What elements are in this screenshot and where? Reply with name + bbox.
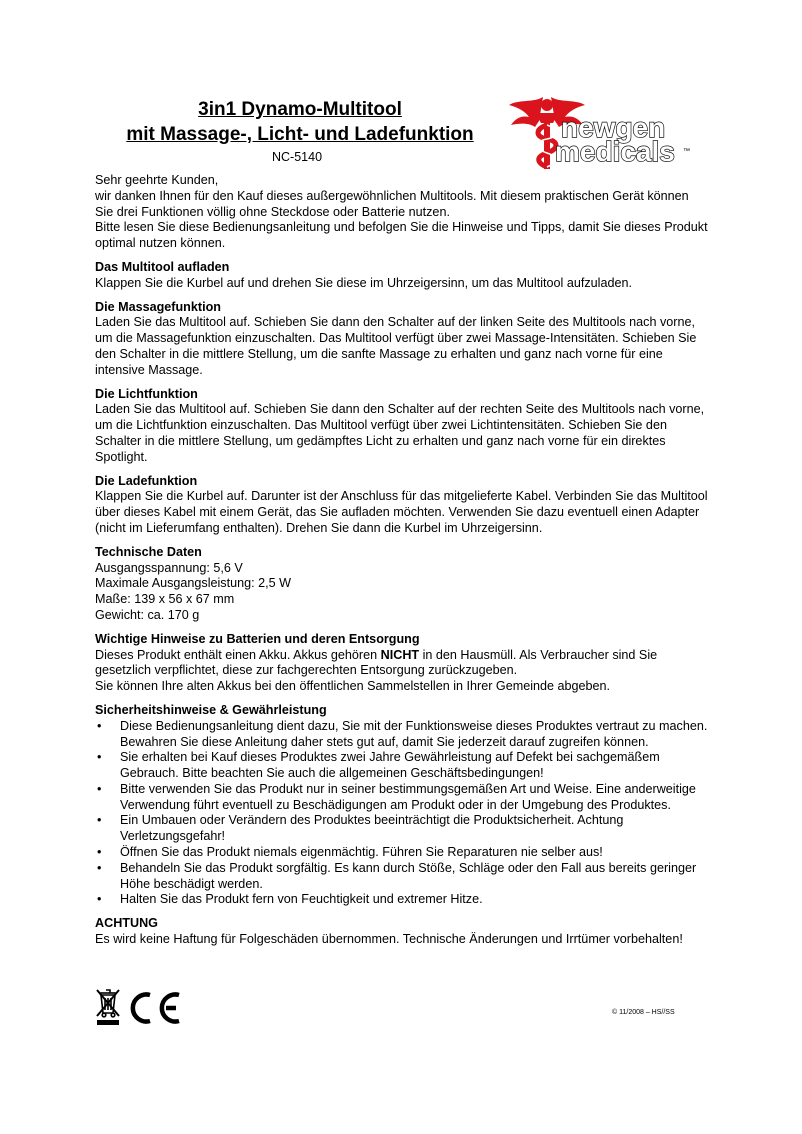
list-item	[95, 750, 710, 782]
spec-item: Maximale Ausgangsleistung: 2,5 W	[95, 576, 292, 591]
logo-trademark: ™	[683, 148, 690, 155]
document-title	[100, 97, 500, 147]
list-item	[95, 861, 710, 893]
section-loading	[95, 474, 710, 537]
battery-text	[95, 648, 710, 680]
manual-body	[95, 173, 710, 948]
section-specs	[95, 545, 710, 624]
section-massage	[95, 300, 710, 379]
spec-item: Gewicht: ca. 170 g	[95, 607, 200, 622]
light-heading: Die Lichtfunktion	[95, 386, 198, 401]
list-item-text: Bitte verwenden Sie das Produkt nur in seiner bestimmungsgemäßen Art und Weise. Eine anderweitige Verwendung führt eventuell zu Beschädigungen am Produkt oder in der Umgebung des Produktes.	[120, 781, 696, 812]
list-item-text: Öffnen Sie das Produkt niemals eigenmächtig. Führen Sie Reparaturen nie selber aus!	[120, 845, 603, 860]
section-battery	[95, 632, 710, 695]
spec-item: Maße: 139 x 56 x 67 mm	[95, 592, 235, 607]
safety-heading: Sicherheitshinweise & Gewährleistung	[95, 702, 327, 717]
newgen-medicals-logo	[505, 93, 695, 173]
list-item	[95, 782, 710, 814]
model-number: NC-5140	[272, 150, 323, 164]
charge-text: Klappen Sie die Kurbel auf und drehen Sie diese im Uhrzeigersinn, um das Multitool aufzuladen.	[95, 275, 632, 290]
list-item-text: Ein Umbauen oder Verändern des Produktes beeinträchtigt die Produktsicherheit. Achtung Verletzungsgefahr!	[120, 813, 624, 844]
copyright-note: © 11/2008 – HS//SS	[612, 1009, 675, 1016]
bullet-icon: •	[97, 750, 102, 765]
loading-heading: Die Ladefunktion	[95, 473, 198, 488]
massage-heading: Die Massagefunktion	[95, 299, 221, 314]
battery-text-start: Dieses Produkt enthält einen Akku. Akkus gehören	[95, 647, 381, 662]
section-safety	[95, 703, 710, 908]
title-line-1: 3in1 Dynamo-Multitool	[198, 99, 402, 120]
bullet-icon: •	[97, 718, 102, 733]
ce-mark-icon	[133, 995, 179, 1022]
bullet-icon: •	[97, 892, 102, 907]
list-item	[95, 719, 710, 751]
list-item	[95, 813, 710, 845]
section-charge	[95, 260, 710, 292]
battery-text-emphasis: NICHT	[380, 647, 420, 662]
massage-text: Laden Sie das Multitool auf. Schieben Sie dann den Schalter auf der linken Seite des Multitools nach vorne, um die Massagefunktion einzuschalten. Das Multitool verfügt über zwei Massage-Intensitäten. Schieben Sie den Schalter in die mittlere Stellung, um die sanfte Massage zu erhalten und ganz nach vorne für eine intensive Massage.	[95, 315, 697, 377]
list-item-text: Halten Sie das Produkt fern von Feuchtigkeit und extremer Hitze.	[120, 892, 483, 907]
battery-text-end: in den Hausmüll. Als Verbraucher sind Sie gesetzlich verpflichtet, diese zur fachgerechten Entsorgung zurückzugeben.	[95, 647, 658, 678]
title-line-2: mit Massage-, Licht- und Ladefunktion	[126, 124, 474, 145]
bullet-icon: •	[97, 781, 102, 796]
warning-heading: ACHTUNG	[95, 916, 158, 931]
bullet-icon: •	[97, 845, 102, 860]
list-item	[95, 892, 710, 908]
section-light	[95, 387, 710, 466]
intro-text-1: wir danken Ihnen für den Kauf dieses außergewöhnlichen Multitools. Mit diesem praktischen Gerät können Sie drei Funktionen völlig ohne Steckdose oder Batterie nutzen.	[95, 188, 689, 219]
light-text: Laden Sie das Multitool auf. Schieben Sie dann den Schalter auf der rechten Seite des Multitools nach vorne, um die Lichtfunktion einzuschalten. Das Multitool verfügt über zwei Lichtintensitäten. Schieben Sie den Schalter in die mittlere Stellung, um gedämpftes Licht zu erhalten und ganz nach vorne für ein direktes Spotlight.	[95, 402, 705, 464]
intro-text-2: Bitte lesen Sie diese Bedienungsanleitung und befolgen Sie die Hinweise und Tipps, damit Sie dieses Produkt optimal nutzen können.	[95, 220, 708, 251]
list-item-text: Diese Bedienungsanleitung dient dazu, Sie mit der Funktionsweise dieses Produktes vertraut zu machen. Bewahren Sie diese Anleitung daher stets gut auf, damit Sie jederzeit darauf zugreifen können.	[120, 718, 708, 749]
safety-list	[95, 719, 710, 909]
spec-item: Ausgangsspannung: 5,6 V	[95, 560, 243, 575]
logo-medicals-text: medicals	[555, 136, 675, 167]
specs-heading: Technische Daten	[95, 544, 202, 559]
charge-heading: Das Multitool aufladen	[95, 259, 230, 274]
section-warning	[95, 916, 710, 948]
list-item	[95, 845, 710, 861]
intro-greeting: Sehr geehrte Kunden,	[95, 173, 219, 187]
bullet-icon: •	[97, 813, 102, 828]
compliance-marks	[95, 986, 195, 1028]
list-item-text: Sie erhalten bei Kauf dieses Produktes zwei Jahre Gewährleistung auf Defekt bei sachgemäßem Gebrauch. Bitte beachten Sie auch die allgemeinen Geschäftsbedingungen!	[120, 750, 660, 781]
logo-newgen-text: newgen	[561, 112, 666, 143]
bullet-icon: •	[97, 860, 102, 875]
list-item-text: Behandeln Sie das Produkt sorgfältig. Es kann durch Stöße, Schläge oder den Fall aus bereits geringer Höhe beschädigt werden.	[120, 860, 697, 891]
battery-heading: Wichtige Hinweise zu Batterien und deren Entsorgung	[95, 631, 420, 646]
loading-text: Klappen Sie die Kurbel auf. Darunter ist der Anschluss für das mitgelieferte Kabel. Verbinden Sie das Multitool über dieses Kabel mit einem Gerät, das Sie aufladen möchten. Verwenden Sie dazu eventuell einen Adapter (nicht im Lieferumfang enthalten). Drehen Sie dann die Kurbel im Uhrzeigersinn.	[95, 489, 708, 535]
battery-text-2: Sie können Ihre alten Akkus bei den öffentlichen Sammelstellen in Ihrer Gemeinde abgeben.	[95, 679, 611, 694]
warning-text: Es wird keine Haftung für Folgeschäden übernommen. Technische Änderungen und Irrtümer vorbehalten!	[95, 932, 683, 947]
weee-bin-icon	[97, 990, 119, 1025]
